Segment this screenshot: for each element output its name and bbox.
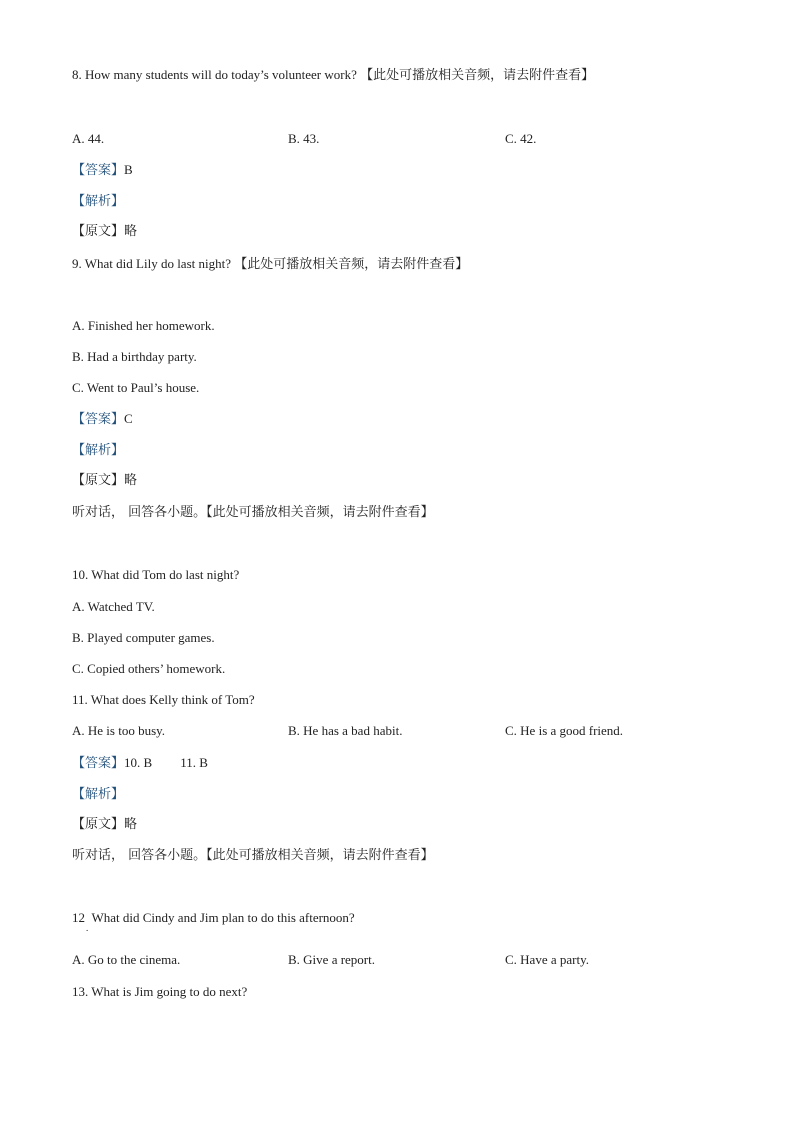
question-13: 13. What is Jim going to do next?	[72, 984, 248, 999]
q9-option-b: B. Had a birthday party.	[72, 349, 197, 364]
question-11: 11. What does Kelly think of Tom?	[72, 692, 255, 707]
question-8	[72, 67, 594, 84]
question-10: 10. What did Tom do last night?	[72, 567, 240, 582]
question-9	[72, 256, 468, 273]
audio-note-link[interactable]: 【此处可播放相关音频，请去附件查看】	[234, 257, 469, 272]
q12-option-b: B. Give a report.	[288, 952, 376, 967]
answer-10: 10. B	[124, 755, 153, 770]
q8-answer	[72, 162, 133, 179]
original-value: 略	[124, 224, 138, 239]
answer-11: 11. B	[180, 755, 208, 770]
q11-option-c: C. He is a good friend.	[505, 723, 624, 738]
question-12	[72, 910, 355, 926]
question-12-dot: .	[86, 923, 89, 933]
q8-option-c: C. 42.	[505, 131, 537, 146]
q8-original	[72, 224, 137, 240]
answer-label: 【答案】	[72, 412, 125, 427]
q12-option-a: A. Go to the cinema.	[72, 952, 181, 967]
q8-option-b: B. 43.	[288, 131, 320, 146]
q12-option-c: C. Have a party.	[505, 952, 589, 967]
section-2-instruction	[72, 848, 434, 864]
instruction-text: 听对话， 回答各小题。	[72, 505, 207, 520]
audio-note-link[interactable]: 【此处可播放相关音频，请去附件查看】	[360, 68, 595, 83]
question-12-text: What did Cindy and Jim plan to do this afternoon?	[91, 910, 355, 925]
instruction-text: 听对话， 回答各小题。	[72, 848, 207, 863]
analysis-label: 【解析】	[72, 787, 125, 802]
original-label: 【原文】	[72, 817, 125, 832]
audio-note-link[interactable]: 【此处可播放相关音频，请去附件查看】	[206, 848, 434, 863]
original-value: 略	[124, 473, 138, 488]
q11-option-b: B. He has a bad habit.	[288, 723, 403, 738]
q8-analysis	[72, 193, 124, 210]
original-label: 【原文】	[72, 473, 125, 488]
q10-option-a: A. Watched TV.	[72, 599, 155, 614]
q9-option-c: C. Went to Paul’s house.	[72, 380, 200, 395]
answer-value: B	[124, 162, 133, 177]
original-value: 略	[124, 817, 138, 832]
q9-original	[72, 473, 137, 489]
analysis-label: 【解析】	[72, 194, 125, 209]
original-label: 【原文】	[72, 224, 125, 239]
audio-note-link[interactable]: 【此处可播放相关音频，请去附件查看】	[206, 505, 434, 520]
q10-11-analysis	[72, 786, 124, 803]
analysis-label: 【解析】	[72, 443, 125, 458]
q9-option-a: A. Finished her homework.	[72, 318, 215, 333]
q9-analysis	[72, 442, 124, 459]
q10-11-answer	[72, 755, 208, 772]
q9-answer	[72, 411, 133, 428]
answer-label: 【答案】	[72, 163, 125, 178]
answer-value: C	[124, 411, 133, 426]
question-12-number: 12	[72, 910, 85, 925]
question-8-text: 8. How many students will do today’s volunteer work?	[72, 67, 357, 82]
answer-label: 【答案】	[72, 756, 125, 771]
section-1-instruction	[72, 505, 434, 521]
q8-option-a: A. 44.	[72, 131, 105, 146]
q10-option-b: B. Played computer games.	[72, 630, 215, 645]
question-9-text: 9. What did Lily do last night?	[72, 256, 231, 271]
q10-11-original	[72, 817, 137, 833]
q11-option-a: A. He is too busy.	[72, 723, 166, 738]
q10-option-c: C. Copied others’ homework.	[72, 661, 226, 676]
